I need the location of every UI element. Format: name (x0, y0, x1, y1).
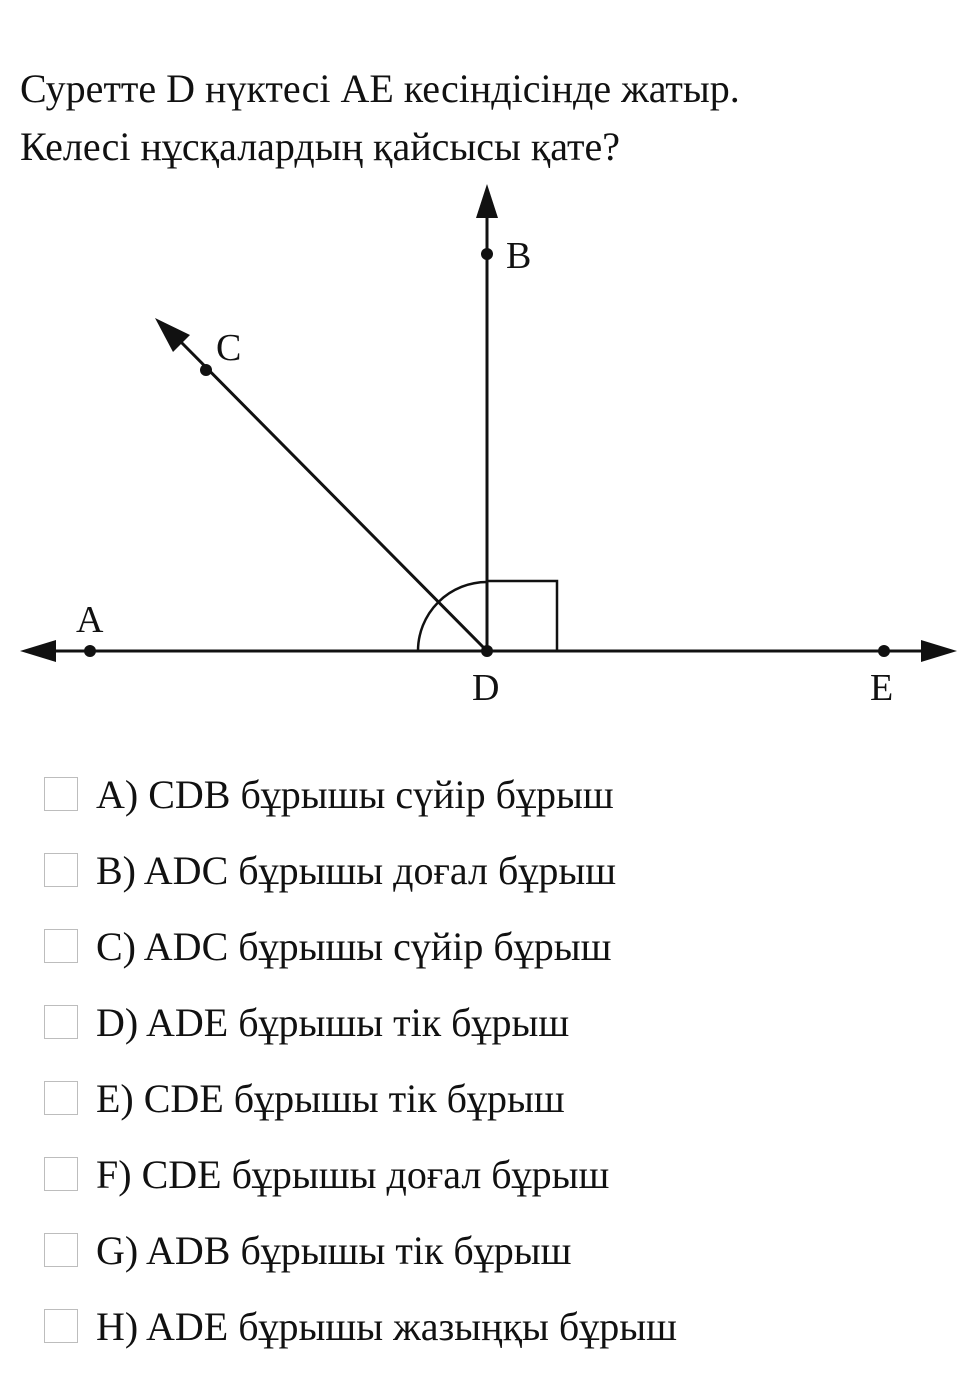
question-line-1: Суретте D нүктесі AE кесіндісінде жатыр. (20, 66, 740, 111)
option-label: E) CDE бұрышы тік бұрыш (96, 1075, 565, 1121)
option-e[interactable] (44, 1060, 944, 1136)
option-label: F) CDE бұрышы доғал бұрыш (96, 1151, 610, 1197)
option-g[interactable] (44, 1212, 944, 1288)
checkbox[interactable] (44, 1309, 78, 1343)
ray-DC (178, 339, 487, 651)
question-line-2: Келесі нұсқалардың қайсысы қате? (20, 124, 620, 169)
option-label: C) ADC бұрышы сүйір бұрыш (96, 923, 612, 969)
checkbox[interactable] (44, 1233, 78, 1267)
label-D: D (472, 667, 500, 709)
checkbox[interactable] (44, 929, 78, 963)
label-A: A (76, 599, 104, 641)
right-angle-marker (487, 581, 557, 651)
option-label: G) ADB бұрышы тік бұрыш (96, 1227, 572, 1273)
arrowhead-left (20, 640, 56, 662)
point-A (84, 645, 96, 657)
checkbox[interactable] (44, 1005, 78, 1039)
option-b[interactable] (44, 832, 944, 908)
arrowhead-up (476, 184, 498, 218)
label-E: E (870, 667, 894, 709)
option-label: D) ADE бұрышы тік бұрыш (96, 999, 570, 1045)
checkbox[interactable] (44, 1081, 78, 1115)
checkbox[interactable] (44, 777, 78, 811)
point-D (481, 645, 493, 657)
point-B (481, 248, 493, 260)
checkbox[interactable] (44, 1157, 78, 1191)
label-B: B (506, 235, 532, 277)
option-label: H) ADE бұрышы жазыңқы бұрыш (96, 1303, 677, 1349)
point-C (200, 364, 212, 376)
option-f[interactable] (44, 1136, 944, 1212)
option-c[interactable] (44, 908, 944, 984)
checkbox[interactable] (44, 853, 78, 887)
arrowhead-right (921, 640, 957, 662)
option-label: B) ADC бұрышы доғал бұрыш (96, 847, 616, 893)
option-a[interactable] (44, 756, 944, 832)
option-d[interactable] (44, 984, 944, 1060)
answer-options (44, 756, 944, 1364)
option-h[interactable] (44, 1288, 944, 1364)
option-label: A) CDB бұрышы сүйір бұрыш (96, 771, 614, 817)
point-E (878, 645, 890, 657)
label-C: C (216, 327, 242, 369)
